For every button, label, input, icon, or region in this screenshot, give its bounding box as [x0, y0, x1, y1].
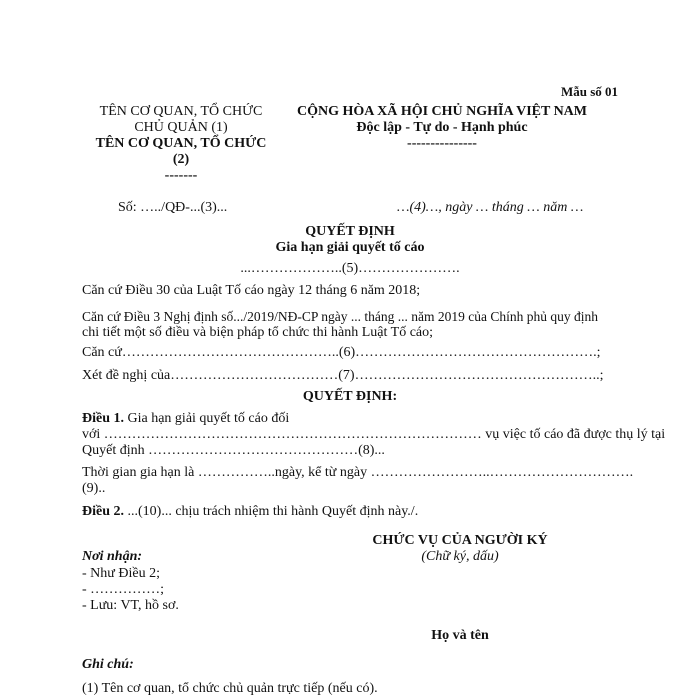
note-item: (1) Tên cơ quan, tổ chức chủ quản trực tiếp (nếu có).: [82, 681, 378, 696]
form-number: Mẫu số 01: [560, 84, 618, 99]
document-title: QUYẾT ĐỊNH: [305, 224, 395, 239]
article-2-label: Điều 2.: [82, 504, 124, 519]
national-heading-block: [272, 104, 612, 152]
subtitle-blank: ...………………..(5)………………….: [240, 261, 460, 276]
basis-other: Căn cứ………………………………………..(6)…………………………………………….;: [82, 345, 601, 360]
national-title: CỘNG HÒA XÃ HỘI CHỦ NGHĨA VIỆT NAM: [296, 104, 587, 119]
basis-decree-line2: chi tiết một số điều và biện pháp tổ chức thi hành Luật Tố cáo;: [82, 325, 434, 340]
article-2-text: ...(10)... chịu trách nhiệm thi hành Quyết định này./.: [124, 504, 419, 519]
article-2: [82, 504, 418, 520]
agency-divider: -------: [164, 168, 198, 183]
article-1-line1: [82, 411, 289, 427]
recipient-item: - Như Điều 2;: [82, 566, 160, 581]
signer-title: CHỨC VỤ CỦA NGƯỜI KÝ: [372, 533, 548, 548]
national-divider: ---------------: [407, 136, 477, 151]
document-subtitle: Gia hạn giải quyết tố cáo: [275, 240, 425, 255]
notes-heading: Ghi chú:: [82, 657, 134, 672]
article-1-line3: Quyết định ………………………………………(8)...: [82, 443, 385, 458]
issuing-agency-block: [66, 104, 296, 184]
reference-number: Số: …../QĐ-...(3)...: [118, 200, 228, 215]
article-1-line4: Thời gian gia hạn là ……………..ngày, kể từ ngày ……………………..………………………….: [82, 465, 634, 480]
article-1-line2: với ……………………………………………………………………… vụ việc tố cáo đã được thụ lý tại: [82, 427, 666, 442]
decision-heading: QUYẾT ĐỊNH:: [302, 389, 398, 404]
article-1-label: Điều 1.: [82, 411, 124, 426]
agency-line1: TÊN CƠ QUAN, TỔ CHỨC: [95, 136, 267, 151]
signer-note: (Chữ ký, dấu): [421, 549, 499, 564]
recipients-heading: Nơi nhận:: [82, 549, 143, 564]
place-date: …(4)…, ngày … tháng … năm …: [397, 200, 584, 215]
parent-agency-line1: TÊN CƠ QUAN, TỔ CHỨC: [99, 104, 263, 119]
article-1-text: Gia hạn giải quyết tố cáo đối: [124, 411, 290, 426]
basis-proposal: Xét đề nghị của………………………………(7)……………………………………………..;: [82, 368, 604, 383]
recipient-item: - ……………;: [82, 582, 165, 597]
parent-agency-line2: CHỦ QUẢN (1): [134, 120, 228, 135]
basis-decree-line1: Căn cứ Điều 3 Nghị định số.../2019/NĐ-CP ngày ... tháng ... năm 2019 của Chính phủ quy định: [82, 309, 599, 324]
article-1-line5: (9)..: [82, 481, 106, 496]
basis-law: Căn cứ Điều 30 của Luật Tố cáo ngày 12 tháng 6 năm 2018;: [82, 283, 421, 298]
agency-line2: (2): [172, 152, 190, 167]
national-motto: Độc lập - Tự do - Hạnh phúc: [356, 120, 528, 135]
recipient-item: - Lưu: VT, hồ sơ.: [82, 598, 179, 613]
signer-name: Họ và tên: [431, 628, 489, 643]
